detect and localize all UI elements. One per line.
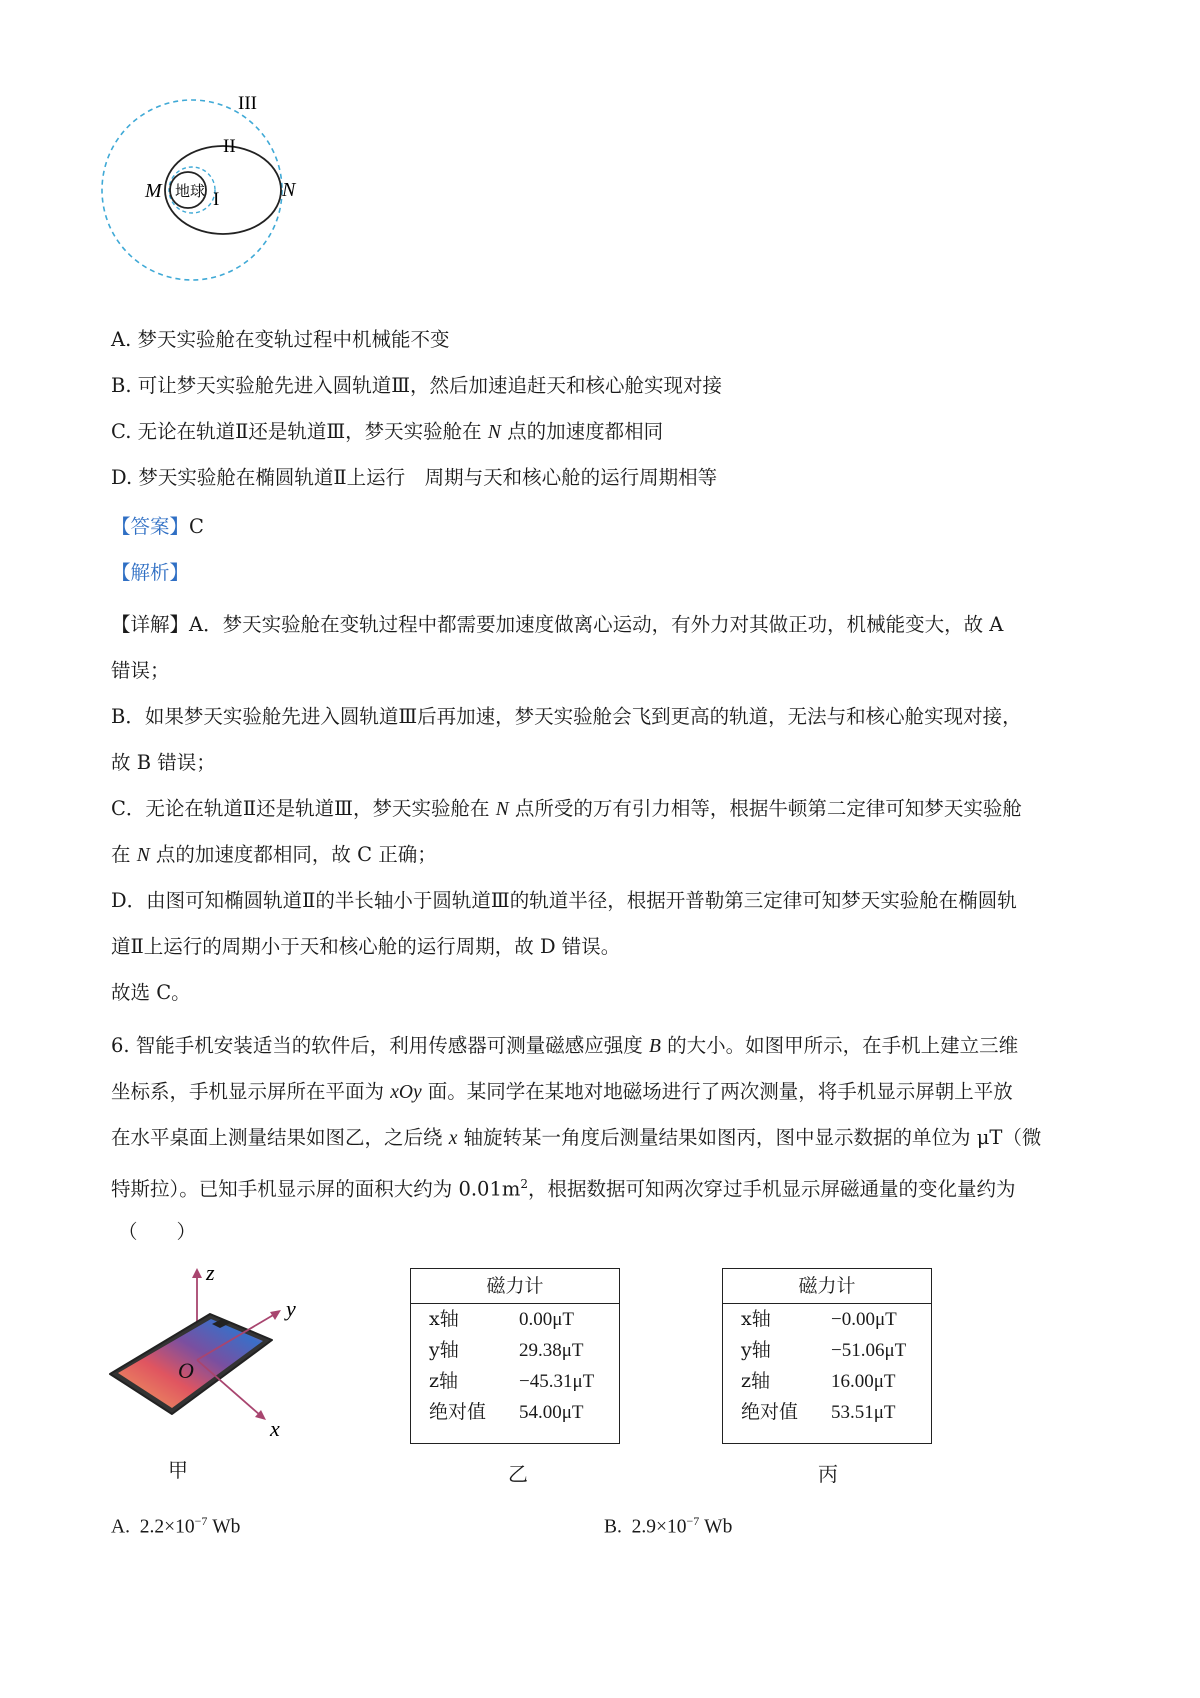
detail-b-line1: B．如果梦天实验舱先进入圆轨道Ⅲ后再加速，梦天实验舱会飞到更高的轨道，无法与和核心舱实现对接， bbox=[111, 705, 1022, 728]
q6-line5: （ ） bbox=[118, 1220, 197, 1243]
table-bing-title: 磁力计 bbox=[723, 1269, 931, 1304]
row-key: x轴 bbox=[741, 1308, 771, 1330]
orbit-i-label: I bbox=[213, 189, 220, 210]
q6-b-exp: −7 bbox=[686, 1514, 700, 1528]
detail-a1: A．梦天实验舱在变轨过程中都需要加速度做离心运动，有外力对其做正功，机械能变大，故 A bbox=[189, 613, 1004, 636]
caption-yi: 乙 bbox=[508, 1462, 528, 1486]
row-key: z轴 bbox=[429, 1370, 459, 1392]
q6-b-val: 2.9×10 bbox=[631, 1516, 687, 1538]
point-m-label: M bbox=[145, 180, 162, 202]
z-arrow-icon bbox=[192, 1268, 202, 1278]
detail-c-line2 bbox=[111, 842, 437, 869]
q6-a-unit: Wb bbox=[212, 1516, 241, 1538]
detail-c1-post: 点所受的万有引力相等，根据牛顿第二定律可知梦天实验舱 bbox=[508, 797, 1022, 820]
origin-label: O bbox=[178, 1358, 194, 1383]
q5-option-c-pre: C. 无论在轨道Ⅱ还是轨道Ⅲ，梦天实验舱在 bbox=[111, 420, 488, 443]
q6-l4-pre: 特斯拉）。已知手机显示屏的面积大约为 0.01m bbox=[111, 1177, 521, 1201]
q5-option-c-post: 点的加速度都相同 bbox=[500, 420, 664, 443]
orbit-diagram bbox=[100, 88, 320, 288]
caption-jia: 甲 bbox=[168, 1458, 188, 1482]
orbit-ii-label: II bbox=[223, 136, 236, 157]
magnetometer-table-bing bbox=[722, 1268, 932, 1444]
detail-c1-n: N bbox=[495, 799, 509, 820]
detail-c-line1 bbox=[111, 796, 1022, 823]
q6-l4-sup: 2 bbox=[520, 1177, 528, 1191]
z-label: z bbox=[206, 1262, 215, 1285]
q6-line3 bbox=[111, 1125, 1041, 1152]
q6-l1-post: 的大小。如图甲所示，在手机上建立三维 bbox=[660, 1034, 1019, 1057]
table-row bbox=[723, 1335, 931, 1366]
detail-d-line1: D．由图可知椭圆轨道Ⅱ的半长轴小于圆轨道Ⅲ的轨道半径，根据开普勒第三定律可知梦天实验舱在椭圆轨 bbox=[111, 889, 1017, 912]
q6-line1 bbox=[111, 1033, 1018, 1060]
table-row bbox=[723, 1304, 931, 1335]
row-key: y轴 bbox=[741, 1339, 771, 1361]
q5-option-a: A. 梦天实验舱在变轨过程中机械能不变 bbox=[111, 328, 450, 351]
caption-bing: 丙 bbox=[818, 1462, 838, 1486]
q6-b-label: B. bbox=[604, 1516, 622, 1538]
earth-label: 地球 bbox=[175, 182, 206, 200]
q6-b-unit: Wb bbox=[704, 1516, 733, 1538]
table-row bbox=[723, 1366, 931, 1397]
q6-l1-b: B bbox=[649, 1036, 661, 1057]
q6-l4-post: ，根据数据可知两次穿过手机显示屏磁通量的变化量约为 bbox=[528, 1177, 1016, 1201]
answer-value: C bbox=[189, 515, 204, 538]
detail-d-line2: 道Ⅱ上运行的周期小于天和核心舱的运行周期，故 D 错误。 bbox=[111, 935, 621, 958]
detail-b-line2: 故 B 错误； bbox=[111, 751, 216, 774]
q6-l3-pre: 在水平桌面上测量结果如图乙，之后绕 bbox=[111, 1126, 449, 1149]
q6-l2-xoy: xOy bbox=[390, 1082, 422, 1103]
analysis-tag: 【解析】 bbox=[111, 561, 190, 584]
row-value: 16.00μT bbox=[831, 1371, 896, 1392]
q6-a-val: 2.2×10 bbox=[139, 1516, 195, 1538]
q5-option-c bbox=[111, 419, 663, 446]
q5-option-d: D. 梦天实验舱在椭圆轨道Ⅱ上运行 周期与天和核心舱的运行周期相等 bbox=[111, 466, 718, 489]
row-value: 0.00μT bbox=[519, 1309, 575, 1330]
answer-tag: 【答案】 bbox=[111, 515, 190, 538]
detail-c2-post: 点的加速度都相同，故 C 正确； bbox=[149, 843, 437, 866]
detail-a-line1 bbox=[111, 612, 1003, 638]
q6-line2 bbox=[111, 1079, 1013, 1106]
y-label: y bbox=[286, 1296, 296, 1321]
orbit-iii-label: III bbox=[238, 93, 257, 114]
q6-a-exp: −7 bbox=[194, 1514, 208, 1528]
detail-c2-n: N bbox=[136, 845, 150, 866]
row-value: −45.31μT bbox=[519, 1371, 595, 1392]
q5-option-b: B. 可让梦天实验舱先进入圆轨道Ⅲ，然后加速追赶天和核心舱实现对接 bbox=[111, 374, 723, 397]
row-value: 54.00μT bbox=[519, 1402, 584, 1423]
table-row bbox=[411, 1335, 619, 1366]
row-key: 绝对值 bbox=[429, 1401, 487, 1423]
detail-c2-pre: 在 bbox=[111, 843, 137, 866]
row-key: x轴 bbox=[429, 1308, 459, 1330]
q6-option-b bbox=[604, 1508, 732, 1541]
table-row bbox=[723, 1397, 931, 1428]
row-key: 绝对值 bbox=[741, 1401, 799, 1423]
row-value: −51.06μT bbox=[831, 1340, 907, 1361]
q6-l3-x: x bbox=[448, 1128, 458, 1149]
magnetometer-table-yi bbox=[410, 1268, 620, 1444]
q6-a-label: A. bbox=[111, 1516, 130, 1538]
x-label: x bbox=[270, 1416, 280, 1437]
row-key: y轴 bbox=[429, 1339, 459, 1361]
table-row bbox=[411, 1397, 619, 1428]
point-n-label: N bbox=[282, 179, 296, 201]
table-yi-title: 磁力计 bbox=[411, 1269, 619, 1304]
row-value: 29.38μT bbox=[519, 1340, 584, 1361]
answer-line bbox=[111, 514, 204, 540]
row-key: z轴 bbox=[741, 1370, 771, 1392]
q6-l1-pre: 6. 智能手机安装适当的软件后，利用传感器可测量磁感应强度 bbox=[111, 1034, 650, 1057]
row-value: −0.00μT bbox=[831, 1309, 897, 1330]
row-value: 53.51μT bbox=[831, 1402, 896, 1423]
q6-l2-pre: 坐标系，手机显示屏所在平面为 bbox=[111, 1080, 391, 1103]
phone-diagram bbox=[100, 1262, 320, 1437]
q6-line4 bbox=[111, 1171, 1016, 1203]
q6-option-a bbox=[111, 1508, 240, 1541]
detail-c1-pre: C．无论在轨道Ⅱ还是轨道Ⅲ，梦天实验舱在 bbox=[111, 797, 496, 820]
q6-l3-post: 轴旋转某一角度后测量结果如图丙，图中显示数据的单位为 μT（微 bbox=[457, 1126, 1042, 1149]
q5-option-c-n: N bbox=[487, 422, 501, 443]
detail-tag: 【详解】 bbox=[111, 613, 190, 636]
detail-a-line2: 错误； bbox=[111, 659, 170, 682]
detail-choose: 故选 C。 bbox=[111, 981, 191, 1004]
table-row bbox=[411, 1304, 619, 1335]
table-row bbox=[411, 1366, 619, 1397]
q6-l2-post: 面。某同学在某地对地磁场进行了两次测量，将手机显示屏朝上平放 bbox=[421, 1080, 1013, 1103]
